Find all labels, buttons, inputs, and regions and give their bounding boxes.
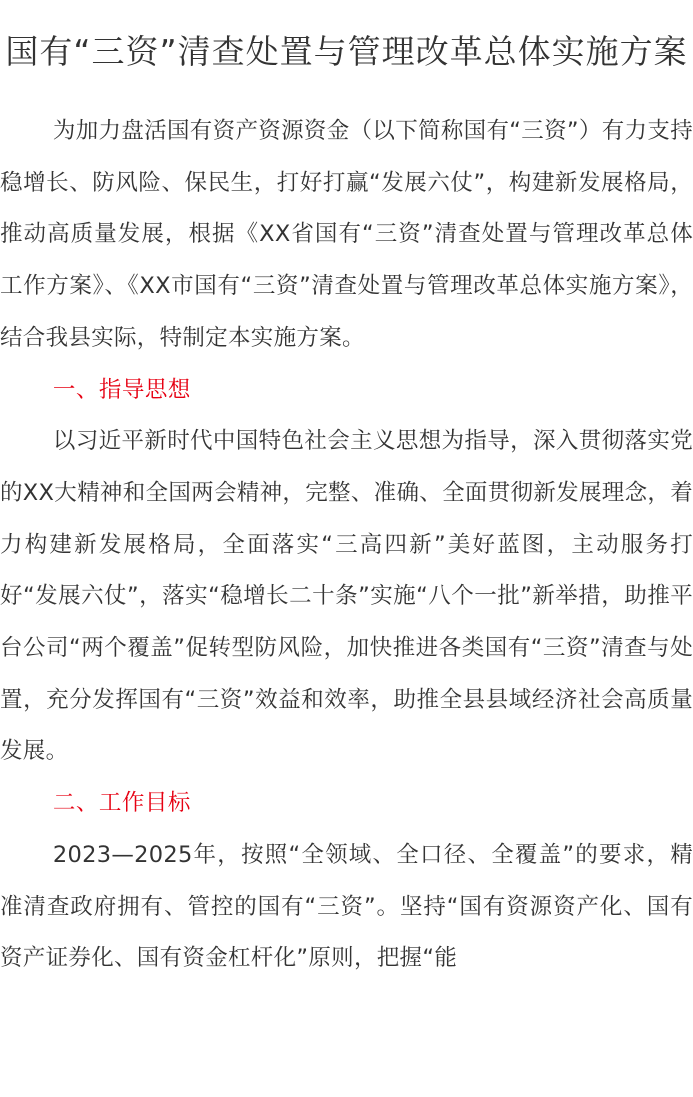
section-heading-guiding-ideology: 一、指导思想: [52, 376, 191, 403]
document-body: [0, 106, 693, 985]
work-goals-paragraph: 2023—2025年，按照“全领域、全口径、全覆盖”的要求，精准清查政府拥有、管控的国有“三资”。坚持“国有资源资产化、国有资产证券化、国有资金杠杆化”原则，把握“能: [0, 841, 693, 972]
intro-paragraph: 为加力盘活国有资产资源资金（以下简称国有“三资”）有力支持稳增长、防风险、保民生，打好打赢“发展六仗”，构建新发展格局，推动高质量发展，根据《XX省国有“三资”清查处置与管理改革总体工作方案》、《XX市国有“三资”清查处置与管理改革总体实施方案》，结合我县实际，特制定本实施方案。: [0, 118, 693, 351]
guiding-ideology-paragraph: 以习近平新时代中国特色社会主义思想为指导，深入贯彻落实党的XX大精神和全国两会精神，完整、准确、全面贯彻新发展理念，着力构建新发展格局，全面落实“三高四新”美好蓝图，主动服务打好“发展六仗”，落实“稳增长二十条”实施“八个一批”新举措，助推平台公司“两个覆盖”促转型防风险，加快推进各类国有“三资”清查与处置，充分发挥国有“三资”效益和效率，助推全县县域经济社会高质量发展。: [0, 428, 693, 765]
section-heading-work-goals: 二、工作目标: [52, 790, 191, 817]
document-title: 国有“三资”清查处置与管理改革总体实施方案: [5, 32, 688, 71]
